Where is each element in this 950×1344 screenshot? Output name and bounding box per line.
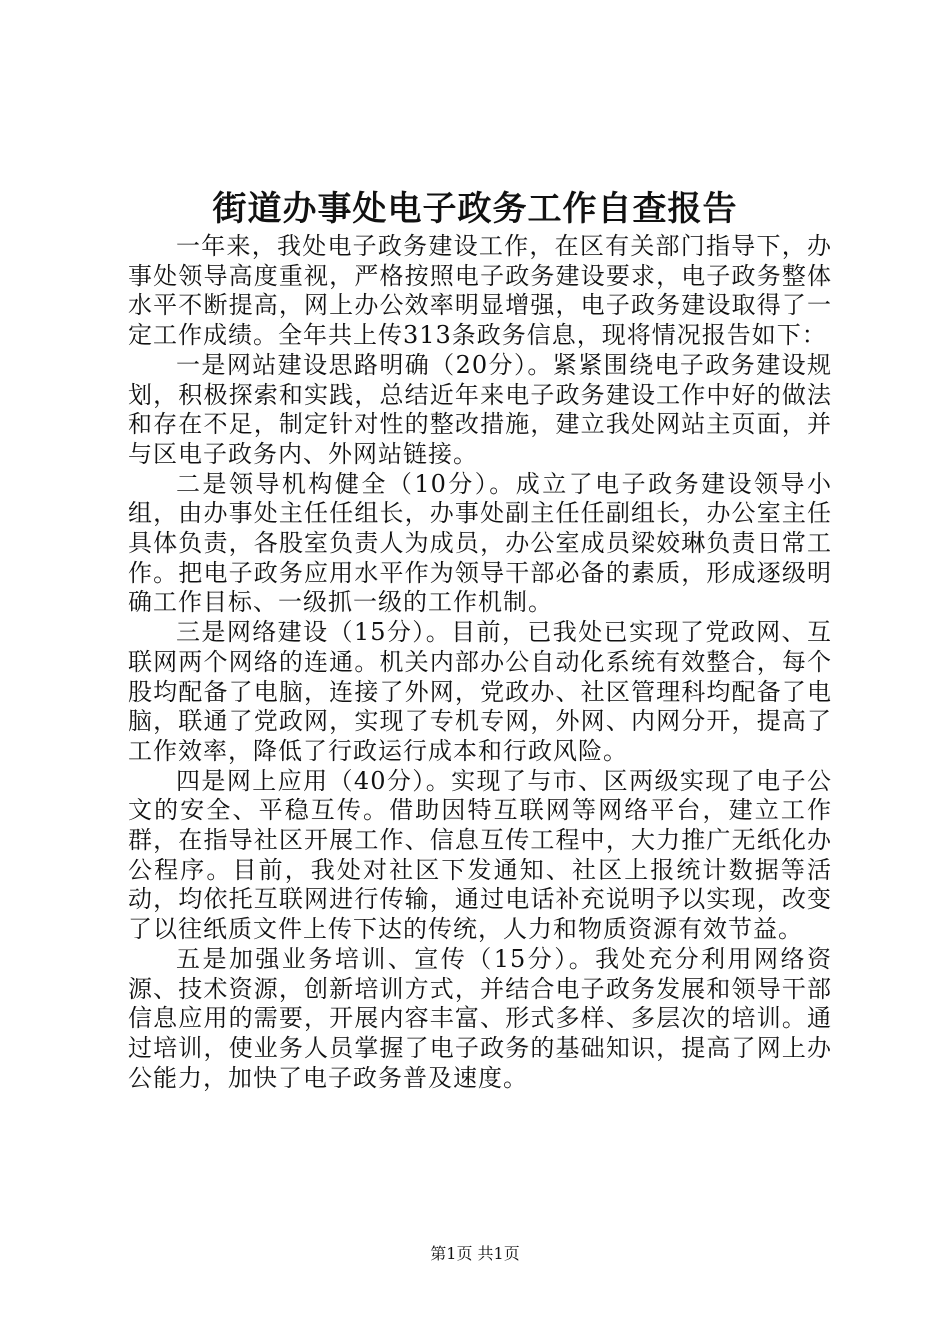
paragraph-intro: 一年来，我处电子政务建设工作，在区有关部门指导下，办事处领导高度重视，严格按照电子政务建设要求，电子政务整体水平不断提高，网上办公效率明显增强，电子政务建设取得了一定工作成绩。全年共上传313条政务信息，现将情况报告如下： xyxy=(128,232,832,350)
paragraph-leadership: 二是领导机构健全（10分）。成立了电子政务建设领导小组，由办事处主任任组长，办事处副主任任副组长，办公室主任具体负责，各股室负责人为成员，办公室成员梁姣琳负责日常工作。把电子政务应用水平作为领导干部必备的素质，形成逐级明确工作目标、一级抓一级的工作机制。 xyxy=(128,469,832,617)
paragraph-training: 五是加强业务培训、宣传（15分）。我处充分利用网络资源、技术资源，创新培训方式，并结合电子政务发展和领导干部信息应用的需要，开展内容丰富、形式多样、多层次的培训。通过培训，使业务人员掌握了电子政务的基础知识，提高了网上办公能力，加快了电子政务普及速度。 xyxy=(128,944,832,1092)
document-body xyxy=(128,232,832,1093)
page-footer: 第1页 共1页 xyxy=(430,1244,520,1263)
paragraph-website: 一是网站建设思路明确（20分）。紧紧围绕电子政务建设规划，积极探索和实践，总结近年来电子政务建设工作中好的做法和存在不足，制定针对性的整改措施，建立我处网站主页面，并与区电子政务内、外网站链接。 xyxy=(128,350,832,468)
document-title: 街道办事处电子政务工作自查报告 xyxy=(212,189,738,229)
paragraph-network: 三是网络建设（15分）。目前，已我处已实现了党政网、互联网两个网络的连通。机关内部办公自动化系统有效整合，每个股均配备了电脑，连接了外网，党政办、社区管理科均配备了电脑，联通了党政网，实现了专机专网，外网、内网分开，提高了工作效率，降低了行政运行成本和行政风险。 xyxy=(128,618,832,765)
paragraph-online-application: 四是网上应用（40分）。实现了与市、区两级实现了电子公文的安全、平稳互传。借助因特互联网等网络平台，建立工作群，在指导社区开展工作、信息互传工程中，大力推广无纸化办公程序。目前，我处对社区下发通知、社区上报统计数据等活动，均依托互联网进行传输，通过电话补充说明予以实现，改变了以往纸质文件上传下达的传统，人力和物质资源有效节益。 xyxy=(128,766,832,944)
